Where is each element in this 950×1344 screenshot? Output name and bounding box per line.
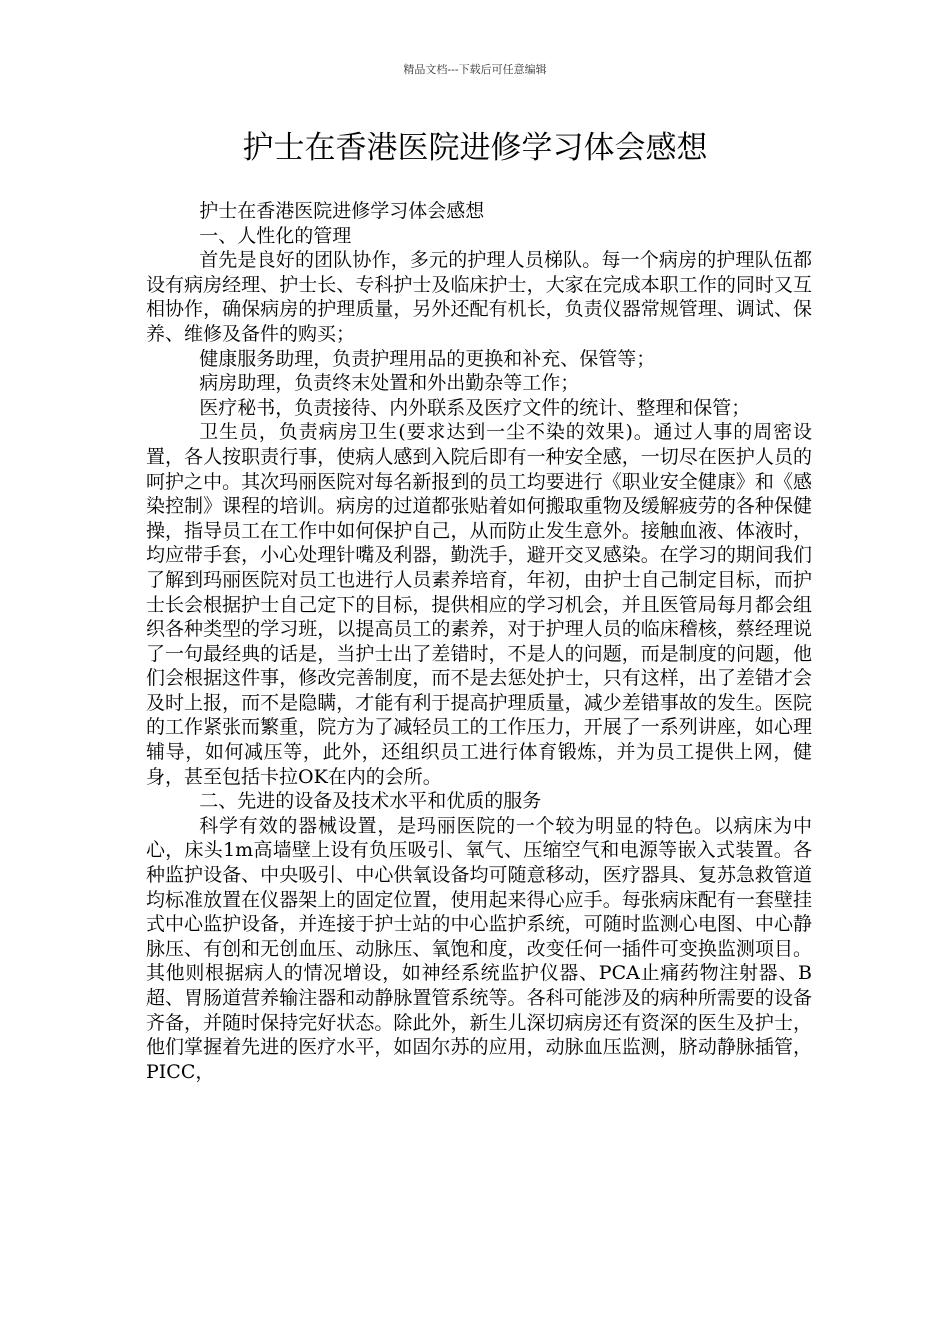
paragraph: 卫生员，负责病房卫生(要求达到一尘不染的效果)。通过人事的周密设置，各人按职责行事，使病人感到入院后即有一种安全感，一切尽在医护人员的呵护之中。其次玛丽医院对每名新报到的员工均要进行《职业安全健康》和《感染控制》课程的培训。病房的过道都张贴着如何搬取重物及缓解疲劳的各种保健操，指导员工在工作中如何保护自己，从而防止发生意外。接触血液、体液时，均应带手套，小心处理针嘴及利器，勤洗手，避开交叉感染。在学习的期间我们了解到玛丽医院对员工也进行人员素养培育，年初，由护士自己制定目标，而护士长会根据护士自己定下的目标，提供相应的学习机会，并且医管局每月都会组织各种类型的学习班，以提高员工的素养，对于护理人员的临床稽核，蔡经理说了一句最经典的话是，当护士出了差错时，不是人的问题，而是制度的问题，他们会根据这件事，修改完善制度，而不是去惩处护士，只有这样，出了差错才会及时上报，而不是隐瞒，才能有利于提高护理质量，减少差错事故的发生。医院的工作紧张而繁重，院方为了减轻员工的工作压力，开展了一系列讲座，如心理辅导，如何减压等，此外，还组织员工进行体育锻炼，并为员工提供上网，健身，甚至包括卡拉OK在内的会所。 xyxy=(146,421,812,788)
paragraph: 医疗秘书，负责接待、内外联系及医疗文件的统计、整理和保管； xyxy=(199,396,751,419)
paragraph-subtitle: 护士在香港医院进修学习体会感想 xyxy=(199,200,485,222)
paragraph: 健康服务助理，负责护理用品的更换和补充、保管等； xyxy=(199,347,656,370)
paragraph: 首先是良好的团队协作，多元的护理人员梯队。每一个病房的护理队伍都设有病房经理、护士长、专科护士及临床护士，大家在完成本职工作的同时又互相协作，确保病房的护理质量，另外还配有机长，负责仪器常规管理、调试、保养、维修及备件的购买； xyxy=(146,249,812,345)
document-title: 护士在香港医院进修学习体会感想 xyxy=(242,130,708,166)
section-heading-2: 二、先进的设备及技术水平和优质的服务 xyxy=(199,790,542,813)
document-body xyxy=(146,199,812,1084)
paragraph: 病房助理，负责终末处置和外出勤杂等工作； xyxy=(199,372,580,395)
section-heading-1: 一、人性化的管理 xyxy=(199,224,352,247)
paragraph: 科学有效的器械设置，是玛丽医院的一个较为明显的特色。以病床为中心，床头1m高墙壁上设有负压吸引、氧气、压缩空气和电源等嵌入式装置。各种监护设备、中央吸引、中心供氧设备均可随意移动，医疗器具、复苏急救管道均标准放置在仪器架上的固定位置，使用起来得心应手。每张病床配有一套壁挂式中心监护设备，并连接于护士站的中心监护系统，可随时监测心电图、中心静脉压、有创和无创血压、动脉压、氧饱和度，改变任何一插件可变换监测项目。其他则根据病人的情况增设，如神经系统监护仪器、PCA止痛药物注射器、B超、胃肠道营养输注器和动静脉置管系统等。各科可能涉及的病种所需要的设备齐备，并随时保持完好状态。除此外，新生儿深切病房还有资深的医生及护士，他们掌握着先进的医疗水平，如固尔苏的应用，动脉血压监测，脐动静脉插管，PICC， xyxy=(146,814,812,1083)
header-note: 精品文档---下载后可任意编辑 xyxy=(403,63,547,76)
